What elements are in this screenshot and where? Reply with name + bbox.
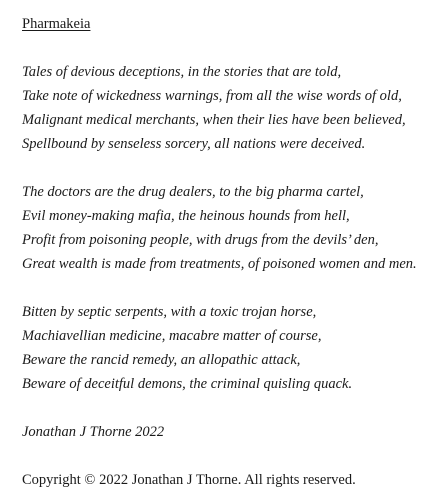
poem-line: Great wealth is made from treatments, of poisoned women and men. [22,256,417,272]
stanza-2 [22,180,417,276]
spacer [22,36,417,60]
copyright-notice: Copyright © 2022 Jonathan J Thorne. All rights reserved. [22,472,356,488]
poem-line: The doctors are the drug dealers, to the big pharma cartel, [22,184,364,200]
author-signature: Jonathan J Thorne 2022 [22,424,165,440]
spacer [22,276,417,300]
poem-line: Malignant medical merchants, when their lies have been believed, [22,112,406,128]
poem-line: Profit from poisoning people, with drugs from the devils’ den, [22,232,379,248]
poem-title: Pharmakeia [22,16,91,32]
document-page [22,12,417,492]
poem-line: Bitten by septic serpents, with a toxic trojan horse, [22,304,317,320]
poem-line: Beware the rancid remedy, an allopathic attack, [22,352,301,368]
stanza-3 [22,300,417,396]
poem-line: Evil money-making mafia, the heinous hounds from hell, [22,208,350,224]
poem-line: Take note of wickedness warnings, from all the wise words of old, [22,88,402,104]
poem-line: Machiavellian medicine, macabre matter of course, [22,328,322,344]
spacer [22,444,417,468]
spacer [22,396,417,420]
stanza-1 [22,60,417,156]
poem-line: Beware of deceitful demons, the criminal quisling quack. [22,376,353,392]
spacer [22,156,417,180]
poem-line: Spellbound by senseless sorcery, all nations were deceived. [22,136,366,152]
poem-line: Tales of devious deceptions, in the stories that are told, [22,64,342,80]
